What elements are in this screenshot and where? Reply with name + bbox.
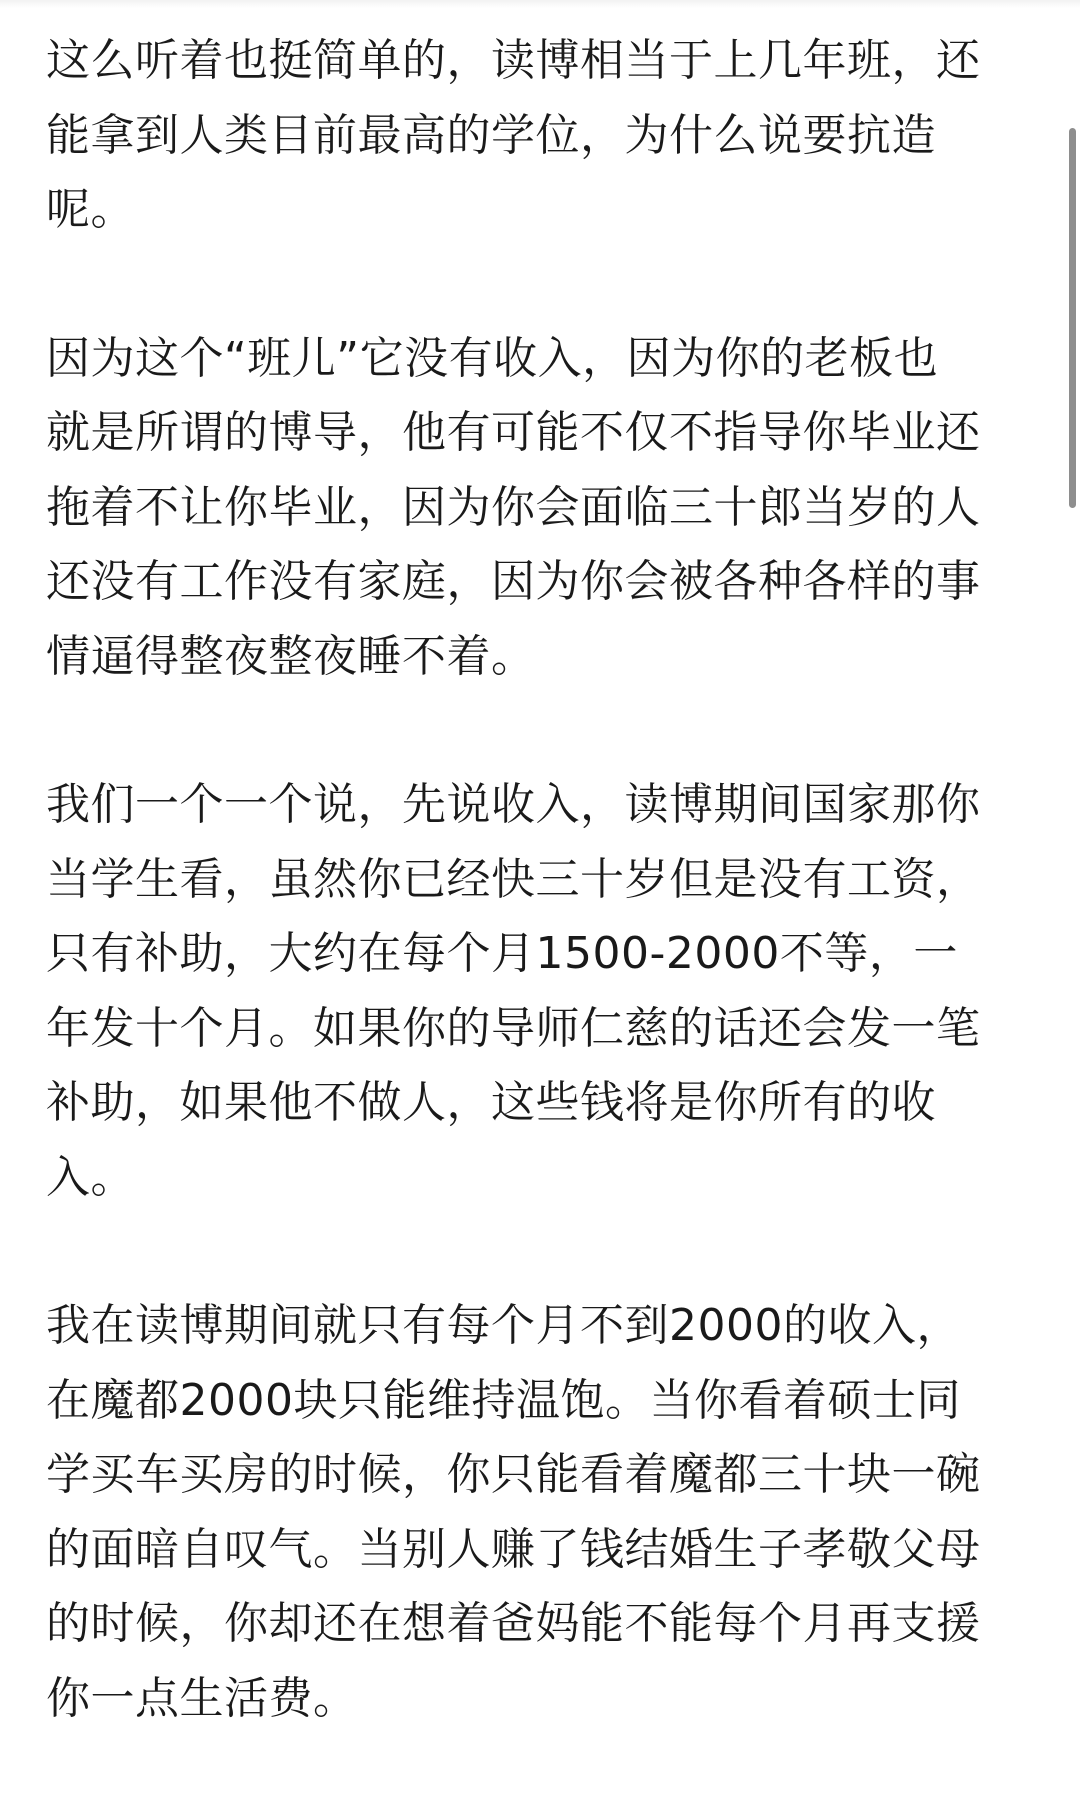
text-line: 年发十个月。如果你的导师仁慈的话还会发一笔 bbox=[46, 1002, 981, 1054]
text-line: 学买车买房的时候，你只能看着魔都三十块一碗 bbox=[46, 1449, 981, 1500]
text-line: 这么听着也挺简单的，读博相当于上几年班，还 bbox=[46, 35, 981, 86]
text-line: 拖着不让你毕业，因为你会面临三十郎当岁的人 bbox=[46, 481, 981, 533]
article-body bbox=[46, 24, 1026, 1810]
text-line: 我们一个一个说，先说收入，读博期间国家那你 bbox=[46, 779, 981, 830]
text-line: 你一点生活费。 bbox=[46, 1672, 358, 1724]
text-line: 当学生看，虽然你已经快三十岁但是没有工资， bbox=[46, 853, 981, 905]
paragraph-1 bbox=[46, 24, 1026, 248]
paragraph-4 bbox=[46, 1289, 1026, 1736]
vertical-scrollbar[interactable] bbox=[1066, 0, 1080, 1768]
text-line: 情逼得整夜整夜睡不着。 bbox=[46, 630, 536, 682]
text-line: 还没有工作没有家庭，因为你会被各种各样的事 bbox=[46, 556, 981, 607]
text-line: 呢。 bbox=[46, 184, 135, 235]
text-line: 就是所谓的博导，他有可能不仅不指导你毕业还 bbox=[46, 407, 981, 458]
text-line: 我在读博期间就只有每个月不到2000的收入， bbox=[46, 1300, 961, 1351]
text-line: 的时候，你却还在想着爸妈能不能每个月再支援 bbox=[46, 1598, 981, 1649]
text-line: 的面暗自叹气。当别人赚了钱结婚生子孝敬父母 bbox=[46, 1523, 981, 1575]
paragraph-3 bbox=[46, 768, 1026, 1215]
text-line: 补助，如果他不做人，这些钱将是你所有的收 bbox=[46, 1077, 936, 1128]
top-edge-shadow bbox=[0, 0, 1080, 8]
text-line: 在魔都2000块只能维持温饱。当你看着硕士同 bbox=[46, 1374, 961, 1426]
scrollbar-thumb[interactable] bbox=[1069, 128, 1076, 508]
text-line: 只有补助，大约在每个月1500-2000不等，一 bbox=[46, 928, 958, 979]
text-line: 因为这个“班儿”它没有收入，因为你的老板也 bbox=[46, 332, 939, 384]
text-line: 入。 bbox=[46, 1151, 135, 1203]
paragraph-2 bbox=[46, 322, 1026, 695]
text-line: 能拿到人类目前最高的学位，为什么说要抗造 bbox=[46, 109, 936, 161]
